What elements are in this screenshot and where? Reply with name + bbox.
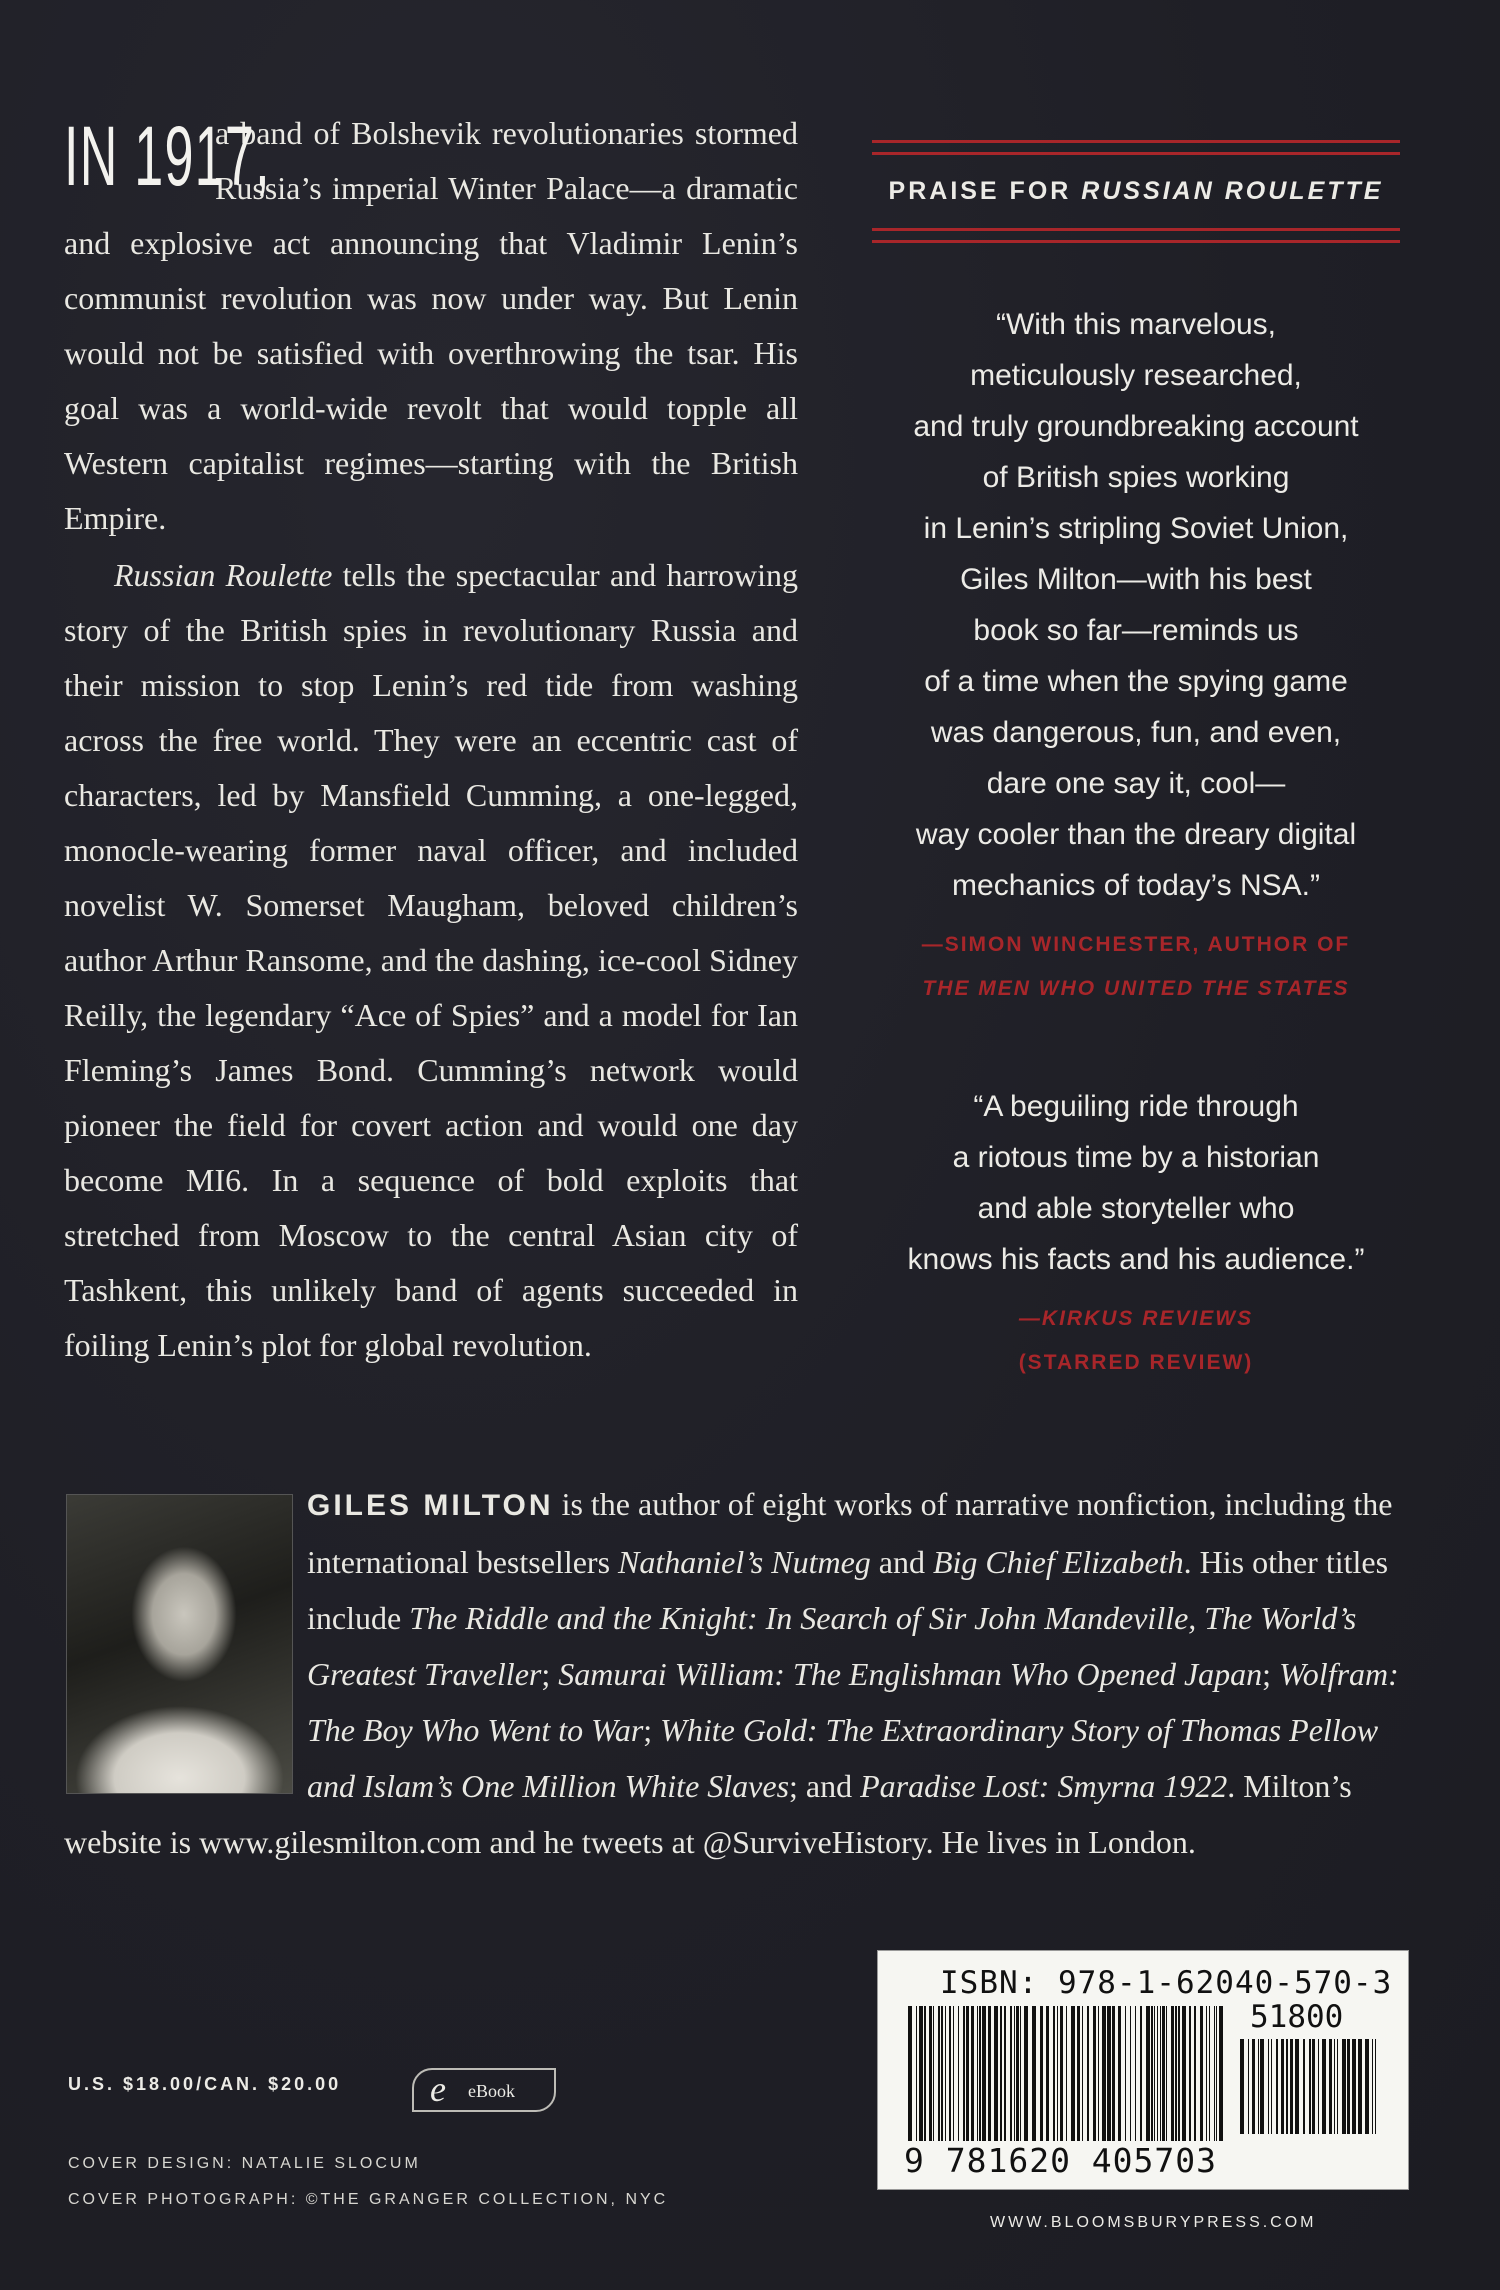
barcode-bar (1087, 2006, 1089, 2141)
praise-section (872, 140, 1400, 1385)
description-paragraph-1 (64, 106, 798, 546)
barcode-bar (1206, 2006, 1207, 2141)
barcode-bar (1309, 2039, 1311, 2134)
bio-book-title: Big Chief Elizabeth (932, 1544, 1184, 1580)
book-description (64, 106, 798, 1373)
quote-line: way cooler than the dreary digital (915, 818, 1357, 851)
cover-design-credit: COVER DESIGN: NATALIE SLOCUM (68, 2155, 421, 2172)
barcode-bar (1342, 2039, 1346, 2134)
barcode-bar (1135, 2006, 1136, 2141)
barcode-bar (1130, 2006, 1131, 2141)
barcode-bar (1312, 2039, 1315, 2134)
barcode-bar (1082, 2006, 1083, 2141)
red-rule (872, 240, 1400, 243)
barcode-bar (963, 2006, 965, 2141)
barcode-bar (929, 2006, 932, 2141)
bio-book-title: The Riddle and the Knight: In Search of Sir John Mandeville, The World’s Greatest Traveller (307, 1600, 1357, 1692)
barcode-bar (1194, 2006, 1196, 2141)
barcode-bar (1281, 2039, 1284, 2134)
barcode-bar (941, 2006, 943, 2141)
quote-line: and able storyteller who (977, 1192, 1295, 1225)
bio-text: . Milton’s website is www.gilesmilton.com and he tweets at @SurviveHistory. He lives in London. (64, 1768, 1352, 1860)
barcode-bar (982, 2006, 986, 2141)
ean-number: 9 781620 405703 (904, 2141, 1218, 2180)
red-rule (872, 140, 1400, 143)
barcode-bar (1154, 2006, 1155, 2141)
quote-line: was dangerous, fun, and even, (930, 716, 1342, 749)
price-addon-number: 51800 (1250, 1999, 1344, 2035)
barcode-bar (1352, 2039, 1356, 2134)
barcode-bar (933, 2006, 934, 2141)
barcode-bar (1271, 2039, 1272, 2134)
barcode-bar (1060, 2006, 1063, 2141)
praise-heading-title: RUSSIAN ROULETTE (1081, 177, 1384, 205)
bio-text: ; and (789, 1768, 861, 1804)
barcode-bar (971, 2006, 974, 2141)
barcode-bar (1375, 2039, 1376, 2134)
barcode-bar (945, 2006, 946, 2141)
quote-line: book so far—reminds us (973, 614, 1299, 647)
barcode-bar (1053, 2006, 1055, 2141)
quote-line: “With this marvelous, (995, 308, 1277, 341)
barcode-bar (1276, 2039, 1278, 2134)
barcode-bar (1252, 2039, 1255, 2134)
attribution-line: —SIMON WINCHESTER, AUTHOR OF (921, 933, 1351, 956)
barcode-bar (1322, 2039, 1326, 2134)
bio-book-title: Paradise Lost: Smyrna 1922 (860, 1768, 1228, 1804)
quote-line: of a time when the spying game (924, 665, 1348, 698)
barcode-bar (994, 2006, 998, 2141)
quote-kirkus (872, 1081, 1400, 1285)
barcode-bar (1240, 2039, 1244, 2134)
barcode-bar (1166, 2006, 1167, 2141)
barcode-bar (1066, 2006, 1067, 2141)
barcode-bar (1209, 2006, 1210, 2141)
ebook-e-icon: e (430, 2069, 446, 2109)
barcode-bar (1020, 2006, 1021, 2141)
barcode-bar (958, 2006, 959, 2141)
attribution-line: (STARRED REVIEW) (1018, 1351, 1254, 1374)
quote-line: a riotous time by a historian (952, 1141, 1320, 1174)
quote-line: mechanics of today’s NSA.” (952, 869, 1320, 902)
barcode-bar (1200, 2006, 1203, 2141)
isbn-number: ISBN: 978-1-62040-570-3 (940, 1965, 1393, 2001)
quote-line: in Lenin’s stripling Soviet Union, (923, 512, 1349, 545)
quote-line: meticulously researched, (970, 359, 1302, 392)
bio-book-title: White Gold: The Extraordinary Story of Thomas Pellow and Islam’s One Million White Slaves (307, 1712, 1379, 1804)
barcode-bar (1182, 2006, 1186, 2141)
barcode-bar (1016, 2006, 1019, 2141)
barcode-bar (1175, 2006, 1177, 2141)
praise-heading (872, 177, 1400, 206)
addon-barcode-icon (1240, 2039, 1380, 2139)
publisher-website: WWW.BLOOMSBURYPRESS.COM (990, 2214, 1317, 2231)
barcode-bar (1260, 2039, 1264, 2134)
ebook-badge (412, 2068, 556, 2112)
bio-text: ; (643, 1712, 661, 1748)
attribution-kirkus (872, 1297, 1400, 1385)
barcode-bar (1248, 2039, 1249, 2134)
barcode-bar (1107, 2006, 1111, 2141)
attribution-line: —KIRKUS REVIEWS (1018, 1307, 1254, 1330)
barcode-bar (1000, 2006, 1002, 2141)
barcode-bar (1258, 2039, 1259, 2134)
barcode-bar (1140, 2006, 1142, 2141)
bio-text: ; (541, 1656, 559, 1692)
barcode-bar (1189, 2006, 1191, 2141)
ean-barcode-icon (908, 2006, 1228, 2146)
quote-line: and truly groundbreaking account (913, 410, 1359, 443)
ebook-label: eBook (468, 2081, 515, 2101)
barcode-bar (1334, 2039, 1335, 2134)
barcode-bar (979, 2006, 981, 2141)
barcode-bar (966, 2006, 969, 2141)
bio-book-title: Nathaniel’s Nutmeg (618, 1544, 871, 1580)
barcode-bar (916, 2006, 917, 2141)
barcode-bar (1318, 2039, 1319, 2134)
barcode-bar (1337, 2039, 1338, 2134)
barcode-bar (953, 2006, 954, 2141)
quote-line: “A beguiling ride through (973, 1090, 1299, 1123)
barcode-bar (908, 2006, 912, 2141)
bio-text: . His other titles include (307, 1544, 1389, 1636)
barcode-bar (1268, 2039, 1269, 2134)
quote-winchester (872, 299, 1400, 911)
bio-text: ; (1262, 1656, 1280, 1692)
barcode-bar (1178, 2006, 1180, 2141)
quote-line: dare one say it, cool— (986, 767, 1286, 800)
barcode-bar (1295, 2039, 1299, 2134)
bio-text: and (870, 1544, 933, 1580)
description-p2-text: tells the spectacular and harrowing story of the British spies in revolutionary Russia and their mission to stop Lenin’s red tide from washing across the free world. They were an eccentric cast of characters, led by Mansfield Cumming, a one-legged, monocle-wearing former naval officer, and included novelist W. Somerset Maugham, beloved children’s author Arthur Ransome, and the dashing, ice-cool Sidney Reilly, the legendary “Ace of Spies” and a model for Ian Fleming’s James Bond. Cumming’s network would pioneer the field for covert action and would one day become MI6. In a sequence of bold exploits that stretched from Moscow to the central Asian city of Tashkent, this unlikely band of agents succeeded in foiling Lenin’s plot for global revolution. (64, 557, 799, 1363)
barcode-bar (938, 2006, 940, 2141)
author-name: GILES MILTON (307, 1489, 554, 1522)
barcode-bar (1125, 2006, 1126, 2141)
barcode-bar (1372, 2039, 1373, 2134)
barcode-bar (1329, 2039, 1332, 2134)
description-paragraph-2 (64, 548, 798, 1373)
barcode-box (877, 1950, 1409, 2190)
attribution-winchester (872, 923, 1400, 1011)
barcode-bar (1098, 2006, 1099, 2141)
barcode-bar (1032, 2006, 1036, 2141)
bio-book-title: Wolfram: The Boy Who Went to War (307, 1656, 1399, 1748)
barcode-bar (924, 2006, 926, 2141)
author-bio (64, 1476, 1414, 1870)
barcode-bar (1024, 2006, 1028, 2141)
cover-photo-credit: COVER PHOTOGRAPH: ©THE GRANGER COLLECTION, NYC (68, 2191, 669, 2208)
barcode-bar (977, 2006, 978, 2141)
barcode-bar (1077, 2006, 1080, 2141)
quote-line: knows his facts and his audience.” (907, 1243, 1365, 1276)
barcode-bar (1102, 2006, 1106, 2141)
barcode-bar (1010, 2006, 1012, 2141)
barcode-bar (988, 2006, 991, 2141)
description-p1-text: a band of Bolshevik revolutionaries stormed Russia’s imperial Winter Palace—a dramatic and explosive act announcing that Vladimir Lenin’s communist revolution was now under way. But Lenin would not be satisfied with overthrowing the tsar. His goal was a world-wide revolt that would topple all Western capitalist regimes—starting with the British Empire. (64, 115, 798, 536)
book-title-italic: Russian Roulette (114, 557, 333, 593)
barcode-bar (1160, 2006, 1161, 2141)
barcode-bar (1358, 2039, 1362, 2134)
barcode-bar (1303, 2039, 1305, 2134)
barcode-bar (1118, 2006, 1121, 2141)
praise-heading-prefix: PRAISE FOR (888, 177, 1082, 205)
dropcap-heading: IN 1917, (64, 109, 271, 203)
barcode-bar (1040, 2006, 1043, 2141)
barcode-bar (1171, 2006, 1174, 2141)
red-rule (872, 228, 1400, 231)
price-label: U.S. $18.00/CAN. $20.00 (68, 2074, 342, 2094)
barcode-bar (949, 2006, 951, 2141)
barcode-bar (1151, 2006, 1153, 2141)
bio-book-title: Samurai William: The Englishman Who Opened Japan (558, 1656, 1263, 1692)
quote-line: of British spies working (982, 461, 1290, 494)
barcode-bar (1146, 2006, 1150, 2141)
barcode-bar (1157, 2006, 1158, 2141)
barcode-bar (1093, 2006, 1096, 2141)
barcode-bar (1057, 2006, 1058, 2141)
barcode-bar (1216, 2006, 1217, 2141)
bio-text: is the author of eight works of narrative nonfiction, including the international bestsellers (307, 1486, 1393, 1580)
barcode-bar (1162, 2006, 1165, 2141)
barcode-bar (1290, 2039, 1293, 2134)
attribution-book-title: THE MEN WHO UNITED THE STATES (922, 977, 1350, 1000)
cover-credits (68, 2146, 668, 2218)
barcode-bar (1286, 2039, 1288, 2134)
photo-spacer (64, 1476, 307, 1811)
barcode-bar (1071, 2006, 1075, 2141)
barcode-bar (1347, 2039, 1350, 2134)
barcode-bar (1112, 2006, 1115, 2141)
barcode-bar (1014, 2006, 1015, 2141)
barcode-bar (1046, 2006, 1049, 2141)
red-rule (872, 152, 1400, 155)
barcode-bar (919, 2006, 923, 2141)
barcode-bar (1004, 2006, 1006, 2141)
quote-line: Giles Milton—with his best (960, 563, 1312, 596)
barcode-bar (1219, 2006, 1223, 2141)
barcode-bar (1365, 2039, 1369, 2134)
barcode-bar (1214, 2006, 1215, 2141)
